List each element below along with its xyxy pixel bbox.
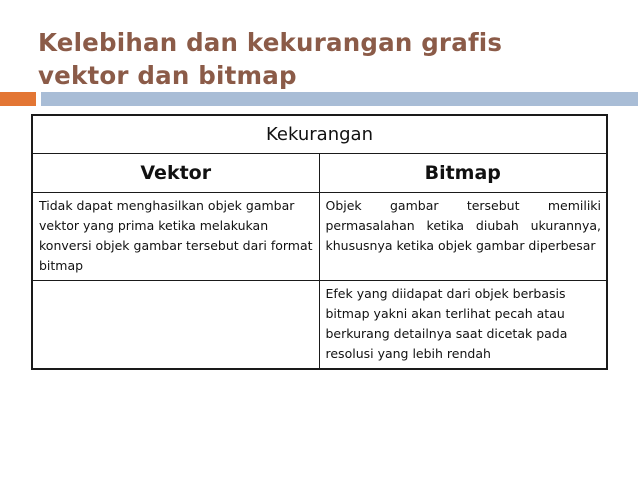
cell-bitmap-1: Objek gambar tersebut memiliki permasalahan ketika diubah ukurannya, khususnya ketika objek gambar diperbesar <box>319 193 607 281</box>
comparison-table <box>31 114 608 370</box>
table-caption: Kekurangan <box>32 115 607 154</box>
column-header-bitmap: Bitmap <box>319 154 607 193</box>
slide-title-line-2: vektor dan bitmap <box>38 61 297 90</box>
table-caption-row <box>32 115 607 154</box>
cell-bitmap-2: Efek yang diidapat dari objek berbasis bitmap yakni akan terlihat pecah atau berkurang detailnya saat dicetak pada resolusi yang lebih rendah <box>319 281 607 370</box>
accent-bar-blue <box>41 92 638 106</box>
table-header-row <box>32 154 607 193</box>
slide-title-line-1: Kelebihan dan kekurangan grafis <box>38 28 503 57</box>
cell-vektor-2 <box>32 281 319 370</box>
column-header-vektor: Vektor <box>32 154 319 193</box>
table-row <box>32 193 607 281</box>
table-row <box>32 281 607 370</box>
cell-vektor-1: Tidak dapat menghasilkan objek gambar vektor yang prima ketika melakukan konversi objek gambar tersebut dari format bitmap <box>32 193 319 281</box>
slide-title <box>38 26 598 92</box>
accent-bar-orange <box>0 92 36 106</box>
